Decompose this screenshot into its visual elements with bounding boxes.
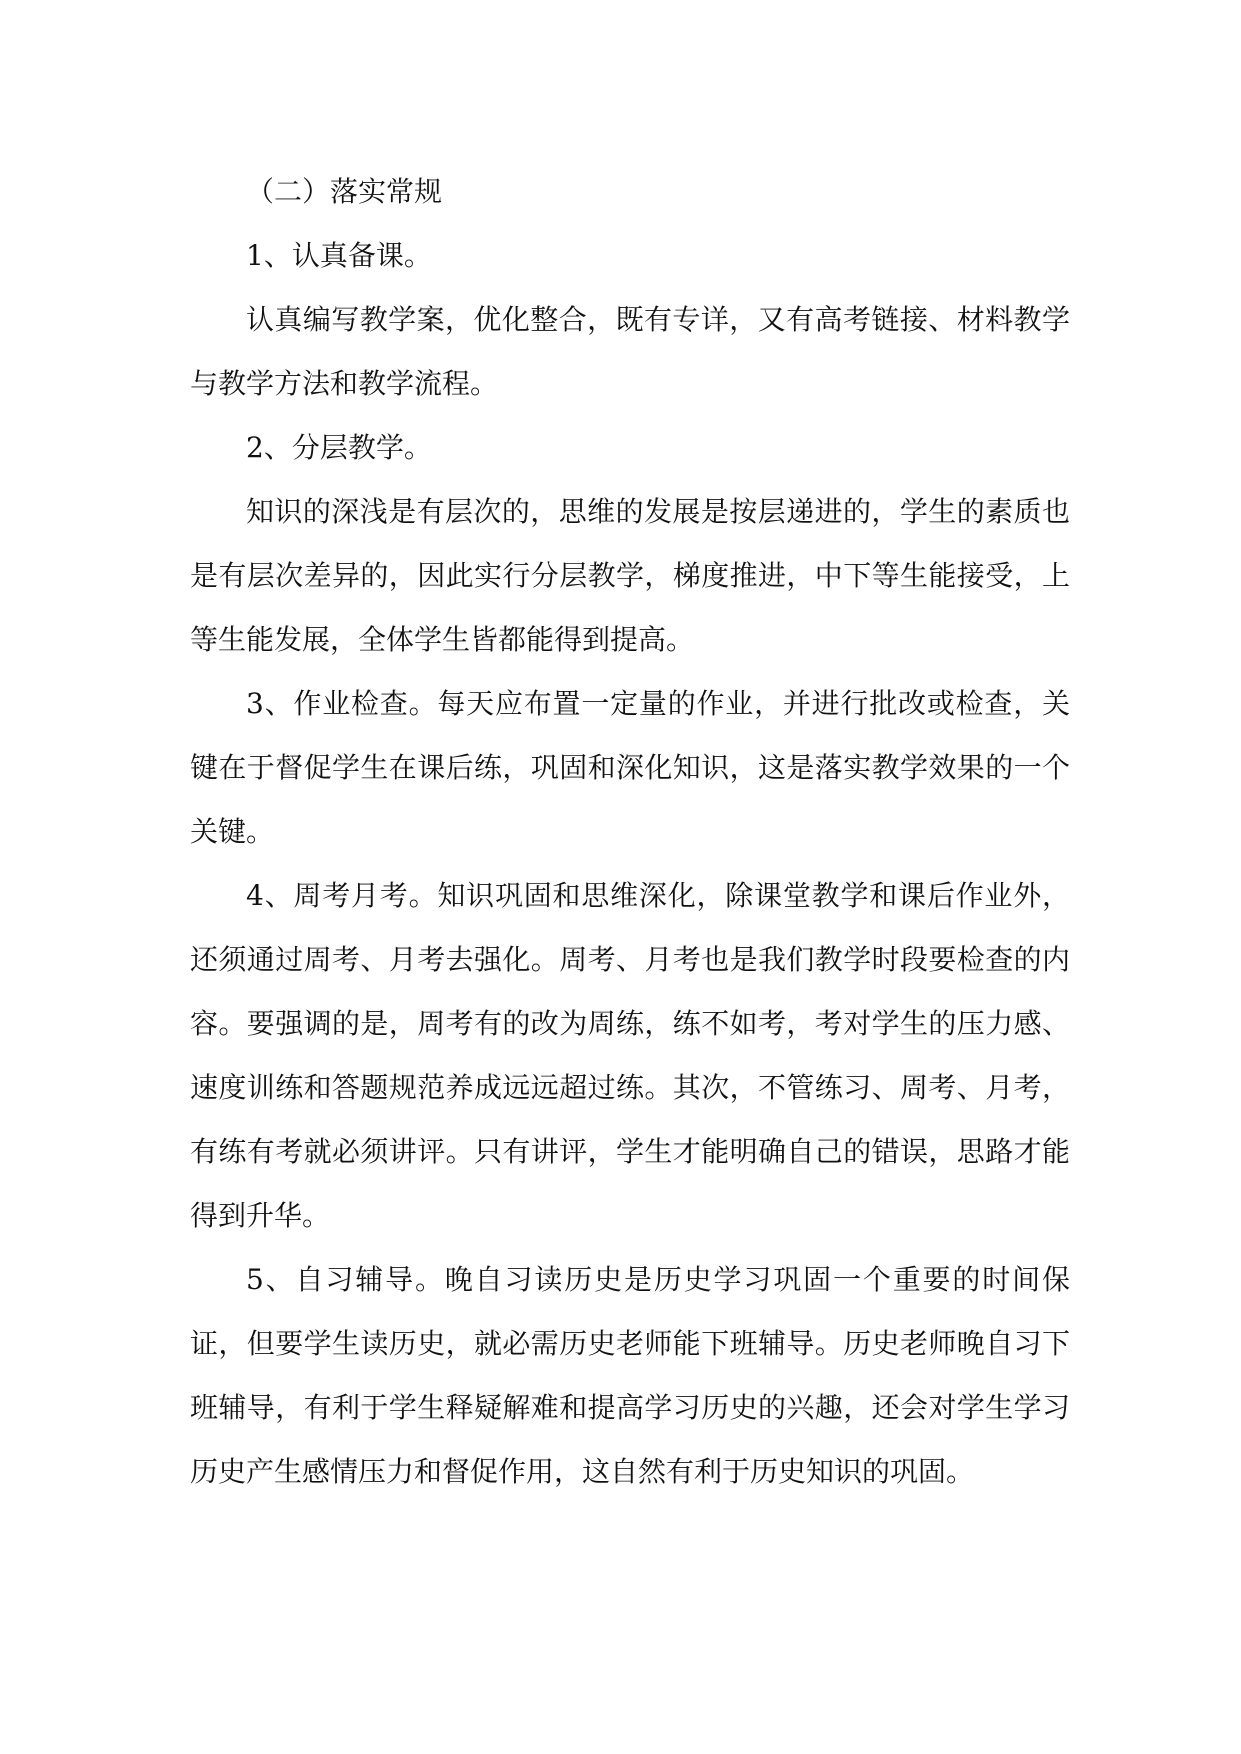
- item-4-paragraph: 4、周考月考。知识巩固和思维深化，除课堂教学和课后作业外，还须通过周考、月考去强化。周考、月考也是我们教学时段要检查的内容。要强调的是，周考有的改为周练，练不如考，考对学生的压力感、速度训练和答题规范养成远远超过练。其次，不管练习、周考、月考，有练有考就必须讲评。只有讲评，学生才能明确自己的错误，思路才能得到升华。: [190, 879, 1070, 1232]
- item-1-body: 认真编写教学案，优化整合，既有专详，又有高考链接、材料教学与教学方法和教学流程。: [190, 303, 1070, 400]
- document-body: [190, 160, 1070, 1504]
- item-1-heading: 1、认真备课。: [246, 239, 432, 272]
- item-2-body: 知识的深浅是有层次的，思维的发展是按层递进的，学生的素质也是有层次差异的，因此实行分层教学，梯度推进，中下等生能接受，上等生能发展，全体学生皆都能得到提高。: [190, 495, 1070, 656]
- item-2-heading: 2、分层教学。: [246, 431, 432, 464]
- item-5-paragraph: 5、自习辅导。晚自习读历史是历史学习巩固一个重要的时间保证，但要学生读历史，就必需历史老师能下班辅导。历史老师晚自习下班辅导，有利于学生释疑解难和提高学习历史的兴趣，还会对学生学习历史产生感情压力和督促作用，这自然有利于历史知识的巩固。: [190, 1263, 1070, 1488]
- item-3-paragraph: 3、作业检查。每天应布置一定量的作业，并进行批改或检查，关键在于督促学生在课后练，巩固和深化知识，这是落实教学效果的一个关键。: [190, 687, 1070, 848]
- section-heading: （二）落实常规: [246, 175, 443, 208]
